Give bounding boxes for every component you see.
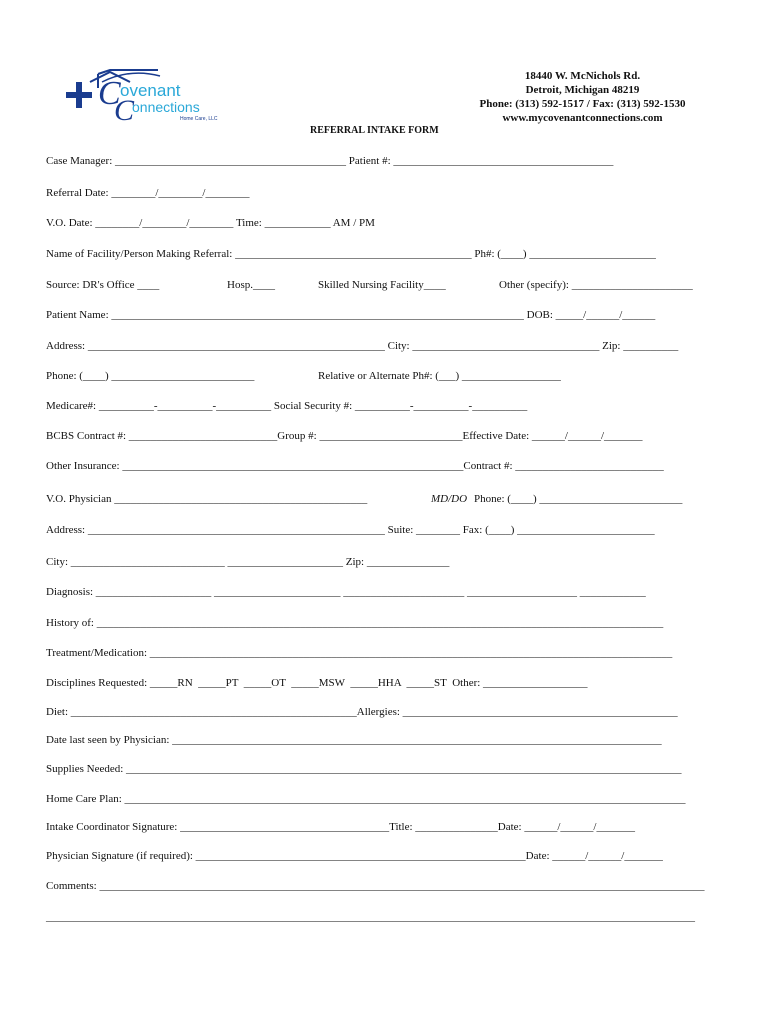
case-manager-field[interactable]: Case Manager: __________________________________________ Patient #: ________________________________________ xyxy=(46,155,614,167)
source-hosp-field[interactable]: Hosp.____ xyxy=(227,279,275,291)
address-field[interactable]: Address: ______________________________________________________ City: __________________________________ Zip: __________ xyxy=(46,340,679,352)
bcbs-field[interactable]: BCBS Contract #: ___________________________Group #: __________________________Effective Date: ______/______/_______ xyxy=(46,430,643,442)
patient-name-field[interactable]: Patient Name: ___________________________________________________________________________ DOB: _____/______/______ xyxy=(46,309,656,321)
history-field[interactable]: History of: _______________________________________________________________________________________________________ xyxy=(46,617,664,629)
source-other-field[interactable]: Other (specify): ______________________ xyxy=(499,279,693,291)
comments-field[interactable]: Comments: ______________________________________________________________________________________________________________ xyxy=(46,880,705,892)
logo-word-connections: onnections xyxy=(132,99,200,115)
intake-signature-field[interactable]: Intake Coordinator Signature: ______________________________________Title: _______________Date: ______/______/_______ xyxy=(46,821,635,833)
vo-date-field[interactable]: V.O. Date: ________/________/________ Time: ____________ AM / PM xyxy=(46,217,375,229)
logo-word-covenant: ovenant xyxy=(120,81,181,100)
vo-physician-field[interactable]: V.O. Physician ______________________________________________ xyxy=(46,493,368,505)
diet-field[interactable]: Diet: ____________________________________________________Allergies: __________________________________________________ xyxy=(46,706,678,718)
md-do-label: MD/DO xyxy=(431,493,468,505)
address-line1: 18440 W. McNichols Rd. xyxy=(524,70,641,82)
city-field[interactable]: City: ____________________________ _____________________ Zip: _______________ xyxy=(46,556,450,568)
physician-address-field[interactable]: Address: ______________________________________________________ Suite: ________ Fax: (____) _________________________ xyxy=(46,524,655,536)
source-snf-field[interactable]: Skilled Nursing Facility____ xyxy=(318,279,446,291)
disciplines-field[interactable]: Disciplines Requested: _____RN _____PT _____OT _____MSW _____HHA _____ST Other: ___________________ xyxy=(46,677,588,689)
company-logo xyxy=(60,68,260,128)
svg-text:C: C xyxy=(98,75,121,112)
form-title: REFERRAL INTAKE FORM xyxy=(310,125,439,136)
other-insurance-field[interactable]: Other Insurance: ______________________________________________________________Contract #: ___________________________ xyxy=(46,460,664,472)
source-dr-field[interactable]: Source: DR's Office ____ xyxy=(46,279,160,291)
address-block xyxy=(440,69,725,125)
phone-line: Phone: (313) 592-1517 / Fax: (313) 592-1530 xyxy=(479,98,686,110)
treatment-field[interactable]: Treatment/Medication: _______________________________________________________________________________________________ xyxy=(46,647,673,659)
physician-signature-field[interactable]: Physician Signature (if required): ____________________________________________________________Date: ______/______/_______ xyxy=(46,850,663,862)
referral-date-field[interactable]: Referral Date: ________/________/________ xyxy=(46,187,250,199)
date-last-seen-field[interactable]: Date last seen by Physician: _________________________________________________________________________________________ xyxy=(46,734,662,746)
diagnosis-field[interactable]: Diagnosis: _____________________ _______________________ ______________________ ____________________ ____________ xyxy=(46,586,646,598)
website: www.mycovenantconnections.com xyxy=(502,112,663,124)
home-care-plan-field[interactable]: Home Care Plan: ______________________________________________________________________________________________________ xyxy=(46,793,686,805)
relative-phone-field[interactable]: Relative or Alternate Ph#: (___) __________________ xyxy=(318,370,561,382)
svg-text:C: C xyxy=(114,94,135,127)
logo-tagline: Home Care, LLC xyxy=(180,116,218,122)
phone-field[interactable]: Phone: (____) __________________________ xyxy=(46,370,255,382)
vo-phone-field[interactable]: Phone: (____) __________________________ xyxy=(474,493,683,505)
medicare-field[interactable]: Medicare#: __________-__________-__________ Social Security #: __________-__________-__________ xyxy=(46,400,528,412)
facility-field[interactable]: Name of Facility/Person Making Referral: ___________________________________________ Ph#: (____) _______________________ xyxy=(46,248,656,260)
comments-continuation[interactable]: ______________________________________________________________________________________________________________________ xyxy=(46,911,695,923)
address-line2: Detroit, Michigan 48219 xyxy=(525,84,640,96)
supplies-field[interactable]: Supplies Needed: _____________________________________________________________________________________________________ xyxy=(46,763,682,775)
